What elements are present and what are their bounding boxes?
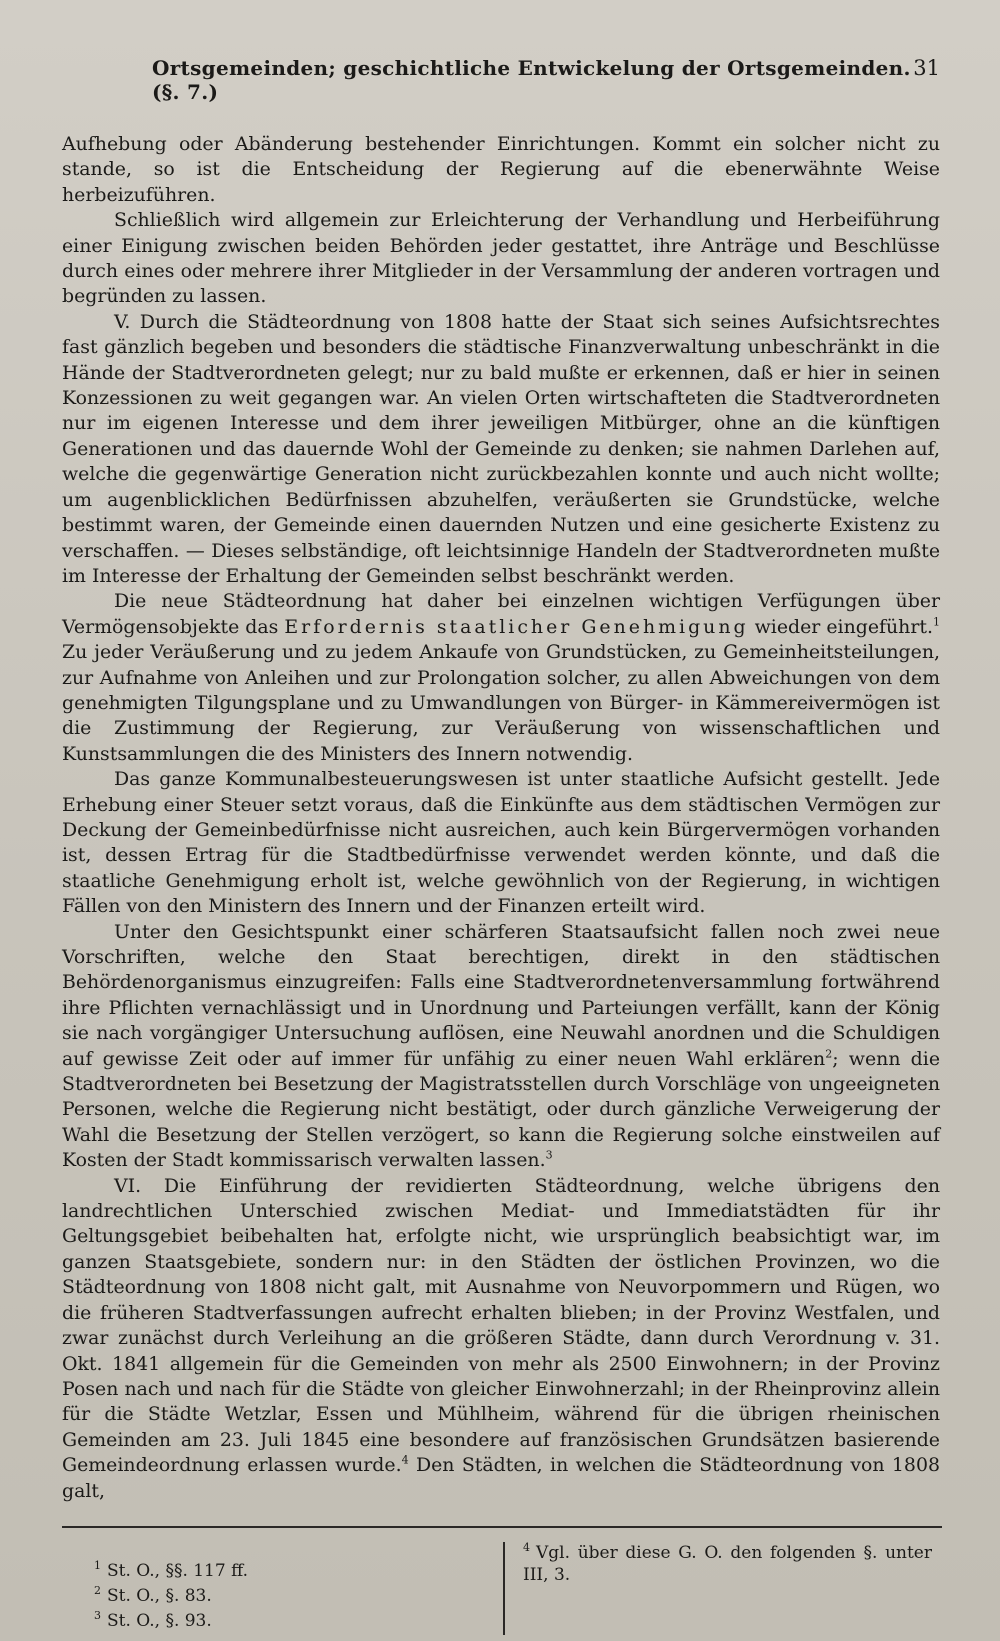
paragraph-1-text: Aufhebung oder Abänderung bestehender Einrichtungen. Kommt ein solcher nicht zu stande, so ist die Entscheidung der Regierung auf die ebenerwähnte Weise herbeizuführen.	[62, 133, 940, 206]
paragraph-3-section-v	[62, 310, 940, 589]
footnote-ref-1[interactable]: 1	[932, 615, 940, 629]
footnote-4-text: Vgl. über diese G. O. den folgenden §. unter III, 3.	[523, 1542, 932, 1585]
paragraph-7-text-b: Den Städten, in welchen die Städteordnung von 1808 galt,	[62, 1454, 940, 1502]
footnote-1-text: St. O., §§. 117 ff.	[107, 1560, 248, 1581]
footnote-divider	[62, 1526, 942, 1528]
footnote-2	[94, 1585, 503, 1607]
paragraph-4-emphasis: Erfordernis staatlicher Genehmigung	[284, 615, 749, 638]
paragraph-3-text: V. Durch die Städteordnung von 1808 hatte der Staat sich seines Aufsichtsrechtes fast gänzlich begeben und besonders die städtische Finanzverwaltung unbeschränkt in die Hände der Stadtverordneten gelegt; nur zu bald mußte er erkennen, daß er hier in seinen Konzessionen zu weit gegangen war. An vielen Orten wirtschafteten die Stadtverordneten nur im eigenen Interesse und dem ihrer jeweiligen Mitbürger, ohne an die künftigen Generationen und das dauernde Wohl der Gemeinde zu denken; sie nahmen Darlehen auf, welche die gegenwärtige Generation nicht zurückbezahlen konnte und auch nicht wollte; um augenblicklichen Bedürfnissen abzuhelfen, veräußerten sie Grundstücke, welche bestimmt waren, der Gemeinde einen dauernden Nutzen und eine gesicherte Existenz zu verschaffen. — Dieses selbständige, oft leichtsinnige Handeln der Stadtverordneten mußte im Interesse der Erhaltung der Gemeinden selbst beschränkt werden.	[62, 310, 940, 587]
footnote-1-number: 1	[94, 1559, 101, 1573]
footnotes-right-column	[503, 1542, 942, 1635]
paragraph-7-section-vi	[62, 1174, 940, 1504]
paragraph-2-text: Schließlich wird allgemein zur Erleichterung der Verhandlung und Herbeiführung einer Einigung zwischen beiden Behörden jeder gestattet, ihre Anträge und Beschlüsse durch eines oder mehrere ihrer Mitglieder in der Versammlung der anderen vortragen und begründen zu lassen.	[62, 209, 940, 308]
running-head	[62, 56, 940, 104]
paragraph-4	[62, 589, 940, 767]
footnote-3-number: 3	[94, 1609, 101, 1623]
paragraph-4-text-c: Zu jeder Veräußerung und zu jedem Ankaufe von Grundstücken, zu Gemeinheitsteilungen, zur Aufnahme von Anleihen und zur Prolongation solcher, zu allen Abweichungen von dem genehmigten Tilgungsplane und zu Umwandlungen von Bürger- in Kämmereivermögen ist die Zustimmung der Regierung, zur Veräußerung von wissenschaftlichen und Kunstsammlungen die des Ministers des Innern notwendig.	[62, 641, 940, 765]
footnote-ref-2[interactable]: 2	[825, 1047, 833, 1061]
footnote-3-text: St. O., §. 93.	[107, 1610, 212, 1631]
paragraph-6-text-b: ; wenn die Stadtverordneten bei Besetzung der Magistratsstellen durch Vorschläge von ungeeigneten Personen, welche die Regierung nicht bestätigt, oder durch gänzliche Verweigerung der Wahl die Besetzung der Stellen verzögert, so kann die Regierung solche einstweilen auf Kosten der Stadt kommissarisch verwalten lassen.	[62, 1047, 940, 1172]
paragraph-7-text-a: VI. Die Einführung der revidierten Städteordnung, welche übrigens den landrechtlichen Unterschied zwischen Mediat- und Immediatstädten für ihr Geltungsgebiet beibehalten hat, erfolgte nicht, wie ursprünglich beabsichtigt war, im ganzen Staatsgebiete, sondern nur: in den Städten der östlichen Provinzen, wo die Städteordnung von 1808 nicht galt, mit Ausnahme von Neuvorpommern und Rügen, wo die früheren Stadtverfassungen aufrecht erhalten blieben; in der Provinz Westfalen, und zwar zunächst durch Verleihung an die größeren Städte, dann durch Verordnung v. 31. Okt. 1841 allgemein für die Gemeinden von mehr als 2500 Einwohnern; in der Provinz Posen nach und nach für die Städte von gleicher Einwohnerzahl; in der Rheinprovinz allein für die Städte Wetzlar, Essen und Mühlheim, während für die übrigen rheinischen Gemeinden am 23. Juli 1845 eine besondere auf französischen Grundsätzen basierende Gemeindeordnung erlassen wurde.	[62, 1174, 940, 1477]
body-text	[62, 132, 940, 1504]
footnote-4-number: 4	[523, 1541, 530, 1555]
paragraph-6-text-a: Unter den Gesichtspunkt einer schärferen Staatsaufsicht fallen noch zwei neue Vorschriften, welche den Staat berechtigen, direkt in den städtischen Behördenorganismus einzugreifen: Falls eine Stadtverordnetenversammlung fortwährend ihre Pflichten vernachlässigt und in Unordnung und Parteiungen verfällt, kann der König sie nach vorgängiger Untersuchung auflösen, eine Neuwahl anordnen und die Schuldigen auf gewisse Zeit oder auf immer für unfähig zu einer neuen Wahl erklären	[62, 920, 940, 1070]
paragraph-5	[62, 767, 940, 919]
paragraph-4-text-b: wieder eingeführt.	[748, 615, 933, 638]
footnote-2-text: St. O., §. 83.	[107, 1585, 212, 1606]
footnote-1	[94, 1560, 503, 1582]
paragraph-2	[62, 208, 940, 310]
running-head-title: Ortsgemeinden; geschichtliche Entwickelung der Ortsgemeinden. (§. 7.)	[152, 56, 911, 104]
paragraph-4-text-a: Die neue Städteordnung hat daher bei einzelnen wichtigen Verfügungen über Vermögensobjekte das	[62, 590, 940, 638]
footnotes	[62, 1542, 942, 1635]
paragraph-1	[62, 132, 940, 208]
footnotes-left-column	[62, 1542, 503, 1635]
footnote-3	[94, 1610, 503, 1632]
footnote-4	[523, 1542, 932, 1586]
footnote-ref-4[interactable]: 4	[401, 1453, 409, 1467]
paragraph-6	[62, 920, 940, 1174]
footnote-ref-3[interactable]: 3	[545, 1148, 553, 1162]
footnote-2-number: 2	[94, 1584, 101, 1598]
paragraph-5-text: Das ganze Kommunalbesteuerungswesen ist unter staatliche Aufsicht gestellt. Jede Erhebung einer Steuer setzt voraus, daß die Einkünfte aus dem städtischen Vermögen zur Deckung der Gemeinbedürfnisse nicht ausreichen, auch kein Bürgervermögen vorhanden ist, dessen Ertrag für die Stadtbedürfnisse verwendet werden könnte, und daß die staatliche Genehmigung erholt ist, welche gewöhnlich von der Regierung, in wichtigen Fällen von den Ministern des Innern und der Finanzen erteilt wird.	[62, 768, 940, 918]
page-number: 31	[913, 56, 940, 80]
